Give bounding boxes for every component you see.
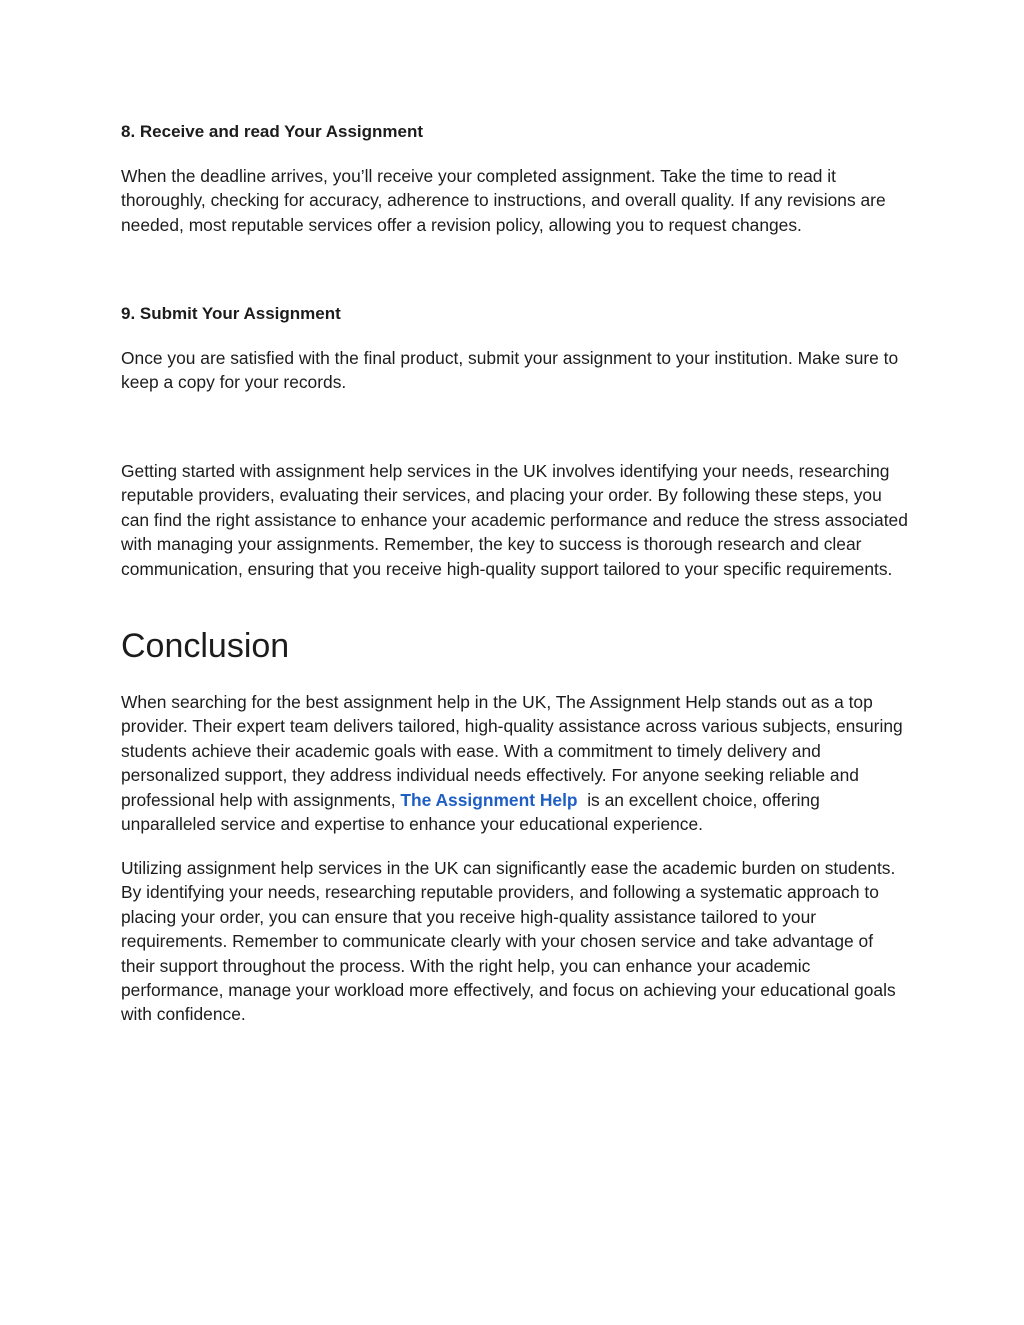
conclusion-text-after-link: is an excellent choice, offering unparalleled service and expertise to enhance your educational experience.: [121, 789, 825, 835]
section-8-heading: 8. Receive and read Your Assignment: [121, 122, 424, 141]
the-assignment-help-link[interactable]: The Assignment Help: [400, 789, 578, 810]
conclusion-paragraph-2: Utilizing assignment help services in the UK can significantly ease the academic burden on students. By identifying your needs, researching reputable providers, and following a systematic approach to placing your order, you can ensure that you receive high-quality assistance tailored to your requirements. Remember to communicate clearly with your chosen service and take advantage of their support throughout the process. With the right help, you can enhance your academic performance, manage your workload more effectively, and focus on achieving your educational goals with confidence.: [121, 858, 896, 1025]
conclusion-paragraph-1: [121, 690, 911, 836]
conclusion-heading: Conclusion: [121, 627, 290, 665]
section-9-body: Once you are satisfied with the final product, submit your assignment to your institution. Make sure to keep a copy for your records.: [121, 348, 899, 393]
conclusion-text-before-link: When searching for the best assignment help in the UK, The Assignment Help stands out as a top provider. Their expert team delivers tailored, high-quality assistance across various subjects, ensuring students achieve their academic goals with ease. With a commitment to timely delivery and personalized support, they address individual needs effectively. For anyone seeking reliable and professional help with assignments,: [121, 692, 903, 810]
section-9-heading: 9. Submit Your Assignment: [121, 304, 341, 323]
summary-paragraph: Getting started with assignment help services in the UK involves identifying your needs, researching reputable providers, evaluating their services, and placing your order. By following these steps, you can find the right assistance to enhance your academic performance and reduce the stress associated with managing your assignments. Remember, the key to success is thorough research and clear communication, ensuring that you receive high-quality support tailored to your specific requirements.: [121, 461, 908, 579]
section-8-body: When the deadline arrives, you’ll receive your completed assignment. Take the time to read it thoroughly, checking for accuracy, adherence to instructions, and overall quality. If any revisions are needed, most reputable services offer a revision policy, allowing you to request changes.: [121, 166, 886, 235]
